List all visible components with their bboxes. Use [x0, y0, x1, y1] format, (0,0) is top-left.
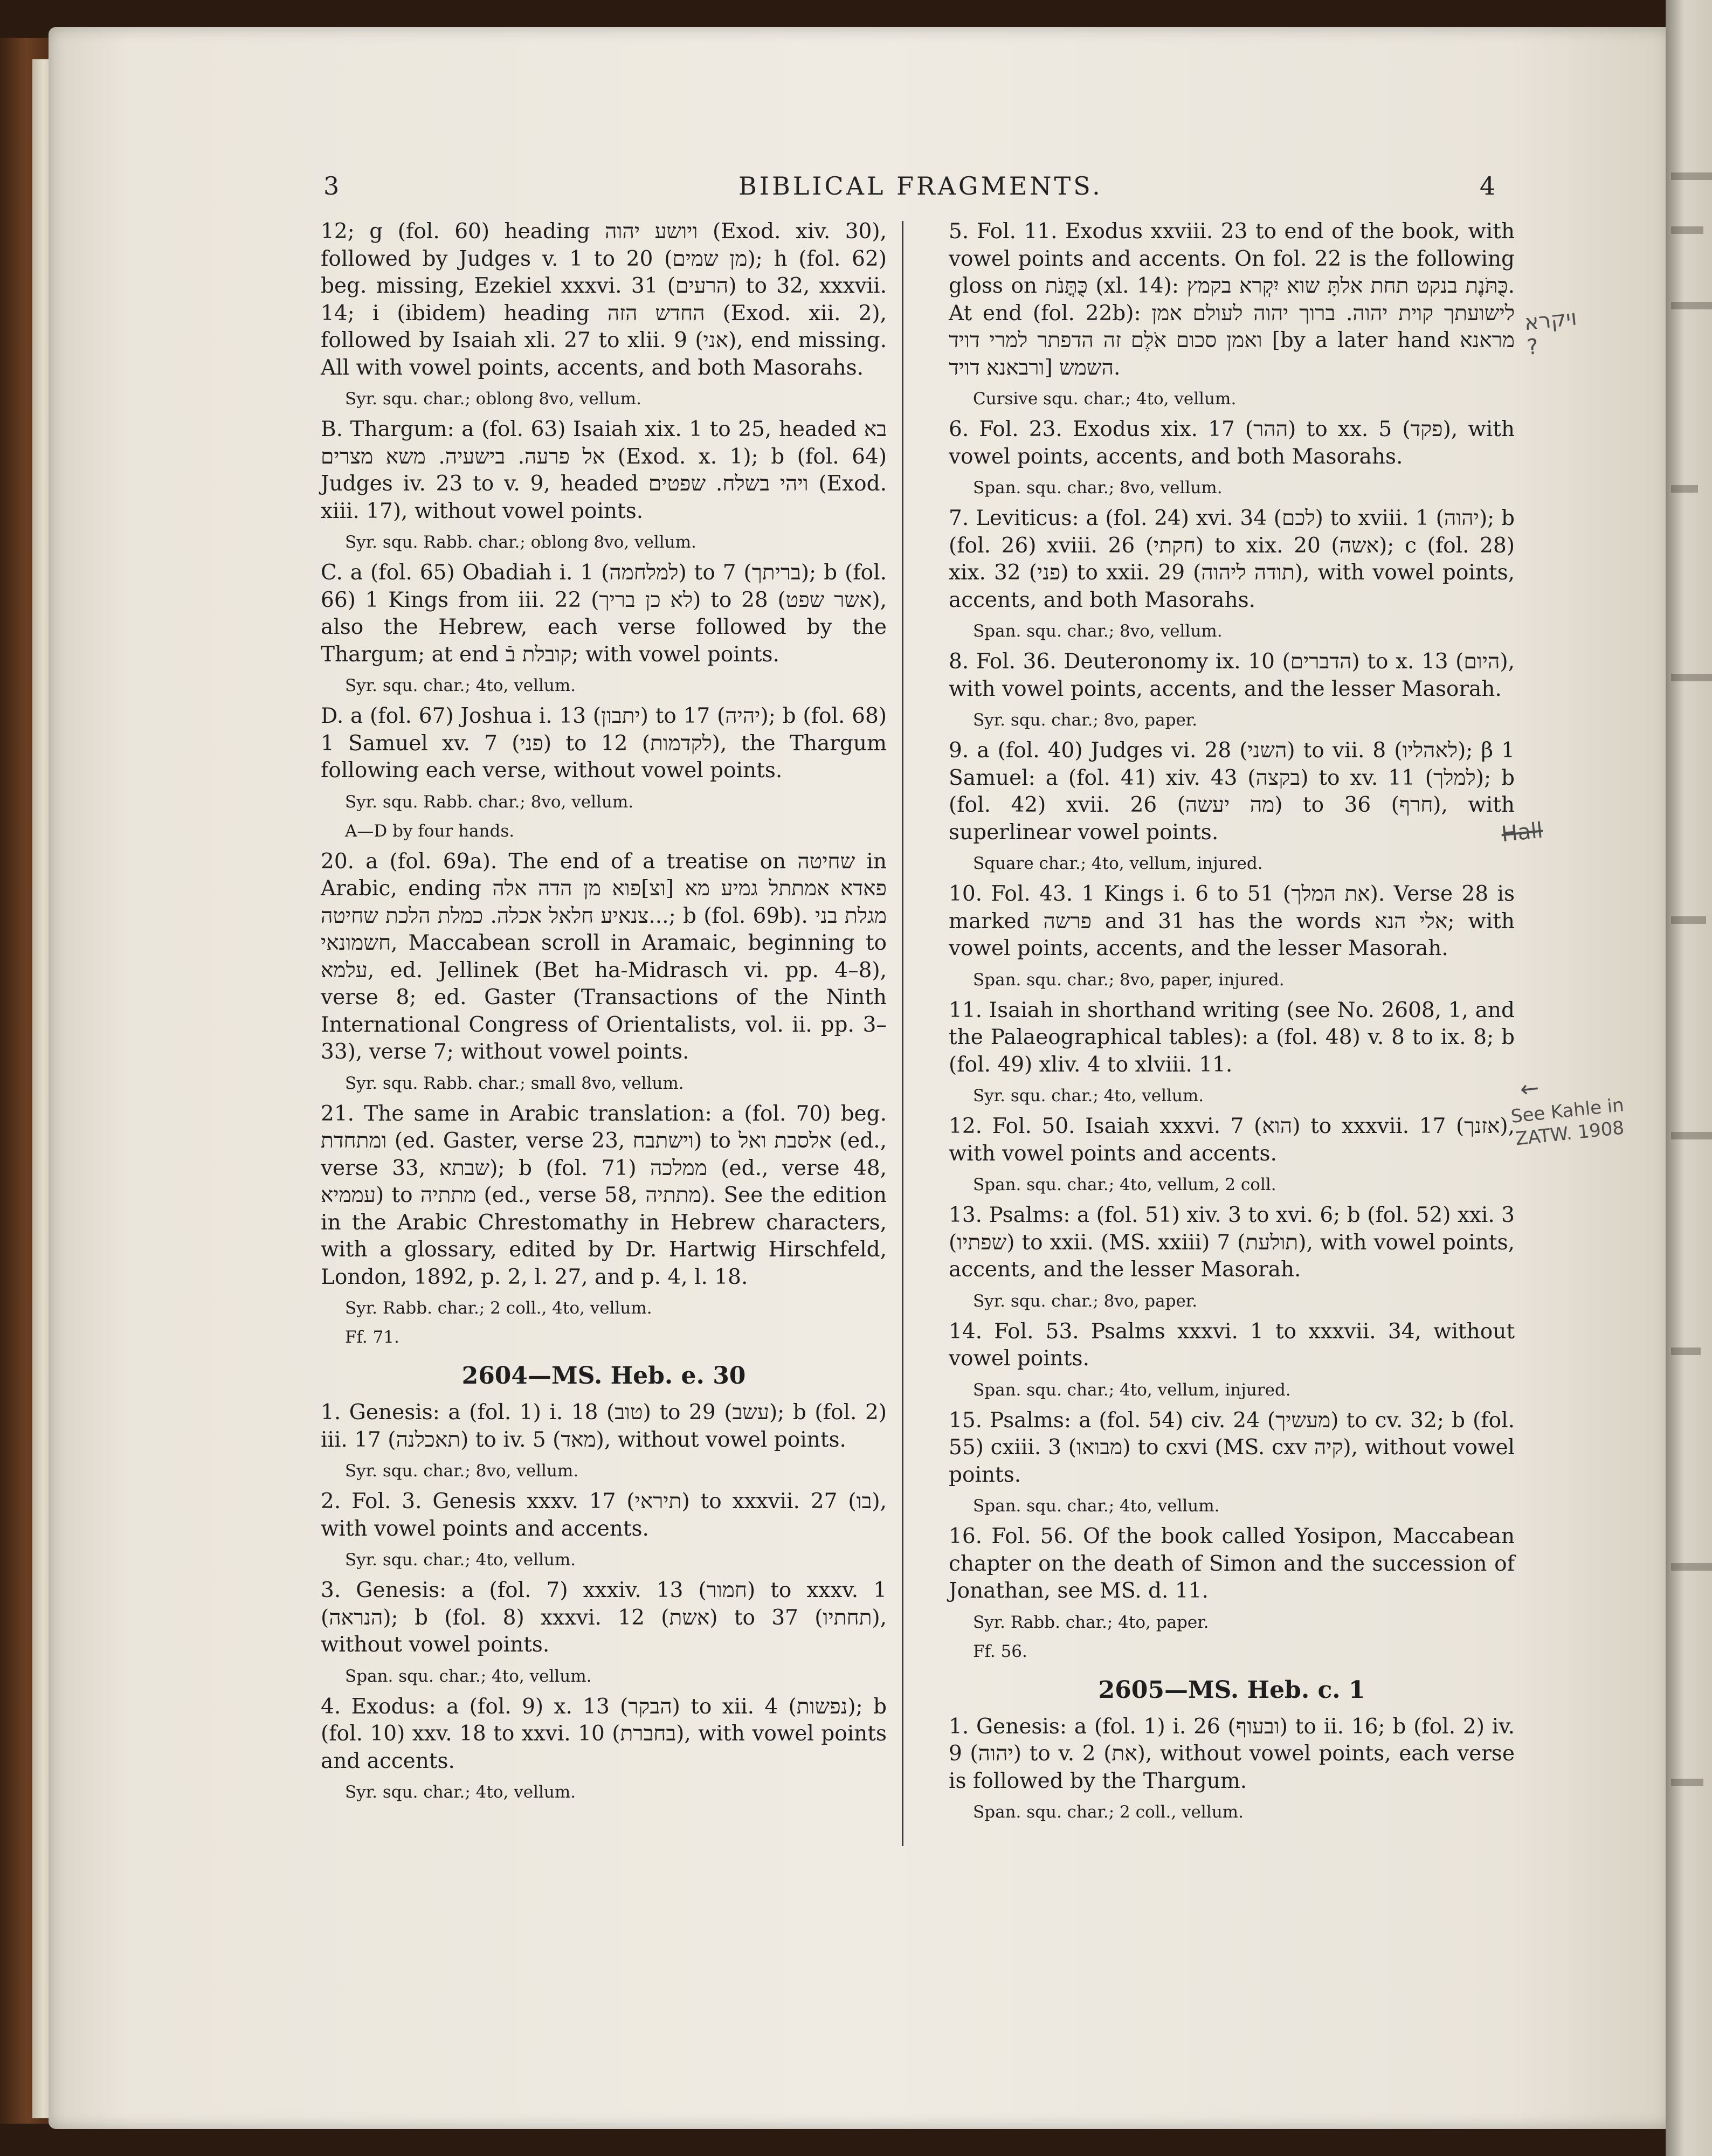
description-note: Ff. 71. [345, 1328, 399, 1347]
entry-paragraph: 1. Genesis: a (fol. 1) i. 18 (טוב) to 29 (עשב); b (fol. 2) iii. 17 (תאכלנה) to iv. 5 (מאד), without vowel points. [321, 1400, 887, 1452]
description-note: A—D by four hands. [345, 821, 515, 841]
description-note: Syr. squ. char.; 4to, vellum. [973, 1086, 1204, 1105]
entry-paragraph: 9. a (fol. 40) Judges vi. 28 (השני) to vii. 8 (לאהליו); β 1 Samuel: a (fol. 41) xiv. 43 (בקצה) to xv. 11 (למלך); b (fol. 42) xvii. 26 (מה יעשה) to 36 (חרף), with superlinear vowel points. [949, 738, 1515, 845]
description-note: Span. squ. char.; 2 coll., vellum. [973, 1802, 1244, 1822]
description-note: Syr. squ. char.; 4to, vellum. [345, 676, 576, 695]
entry-paragraph: 4. Exodus: a (fol. 9) x. 13 (הבקר) to xii. 4 (נפשות); b (fol. 10) xxv. 18 to xxvi. 10 (בחברת), with vowel points and accents. [321, 1694, 887, 1773]
entry-paragraph: 12; g (fol. 60) heading ויושע יהוה (Exod. xiv. 30), followed by Judges v. 1 to 20 (מן שמים); h (fol. 62) beg. missing, Ezekiel xxxvi. 31 (הרעים) to 32, xxxvii. 14; i (ibidem) heading החדש הזה (Exod. xii. 2), followed by Isaiah xli. 27 to xlii. 9 (אני), end missing. All with vowel points, accents, and both Masorahs. [321, 219, 887, 380]
description-note: Syr. Rabb. char.; 4to, paper. [973, 1612, 1209, 1632]
entry-paragraph: 20. a (fol. 69a). The end of a treatise on שחיטה in Arabic, ending פאדא אמתתל גמיע מא [וצ]פוא מן הדה אלה צנאיע חלאל אכלה. כמלת הלכת שחיטה...; b (fol. 69b). מגלת בני חשמונאי, Maccabean scroll in Aramaic, beginning to עלמא, ed. Jellinek (Bet ha-Midrasch vi. pp. 4–8), verse 8; ed. Gaster (Transactions of the Ninth International Congress of Orientalists, vol. ii. pp. 3–33), verse 7; without vowel points. [321, 849, 887, 1064]
description-note: Span. squ. char.; 8vo, vellum. [973, 621, 1223, 641]
entry-paragraph: 2. Fol. 3. Genesis xxxv. 17 (תיראי) to xxxvii. 27 (בו), with vowel points and accents. [321, 1489, 887, 1541]
description-note: Span. squ. char.; 4to, vellum, injured. [973, 1380, 1291, 1400]
margin-note-3: See Kahle in ZATW. 1908 [1510, 1094, 1625, 1150]
description-note: Span. squ. char.; 4to, vellum, 2 coll. [973, 1175, 1276, 1194]
description-note: Syr. squ. Rabb. char.; oblong 8vo, vellum. [345, 533, 696, 552]
section-heading: 2605—MS. Heb. c. 1 [1098, 1676, 1365, 1704]
right-column [949, 218, 1515, 1829]
description-note: Span. squ. char.; 8vo, vellum. [973, 478, 1223, 497]
entry-paragraph: 10. Fol. 43. 1 Kings i. 6 to 51 (את המלך). Verse 28 is marked פרשה and 31 has the words אלי הנא; with vowel points, accents, and the lesser Masorah. [949, 882, 1515, 960]
description-note: Syr. Rabb. char.; 2 coll., 4to, vellum. [345, 1298, 652, 1318]
entry-paragraph: D. a (fol. 67) Joshua i. 13 (יתבון) to 17 (יהיה); b (fol. 68) 1 Samuel xv. 7 (פני) to 12 (לקדמות), the Thargum following each verse, without vowel points. [321, 704, 887, 783]
margin-arrow: ← [1518, 1074, 1541, 1103]
description-note: Syr. squ. char.; 4to, vellum. [345, 1550, 576, 1570]
running-title: BIBLICAL FRAGMENTS. [738, 171, 1103, 201]
description-note: Syr. squ. char.; 8vo, paper. [973, 710, 1198, 730]
description-note: Syr. squ. char.; 8vo, vellum. [345, 1461, 579, 1481]
description-note: Span. squ. char.; 8vo, paper, injured. [973, 970, 1285, 990]
entry-paragraph: 1. Genesis: a (fol. 1) i. 26 (ובעוף) to ii. 16; b (fol. 2) iv. 9 (יהוה) to v. 2 (את), without vowel points, each verse is followed by the Thargum. [949, 1714, 1515, 1793]
entry-paragraph: 21. The same in Arabic translation: a (fol. 70) beg. ומתחדת (ed. Gaster, verse 23, וישתבח) to אלסבת ואל (ed., verse 33, שבתא); b (fol. 71) ממלכה (ed., verse 48, עממיא) to מתתיה (ed., verse 58, מתתיה). See the edition in the Arabic Chrestomathy in Hebrew characters, with a glossary, edited by Dr. Hartwig Hirschfeld, London, 1892, p. 2, l. 27, and p. 4, l. 18. [321, 1101, 887, 1289]
entry-paragraph: 11. Isaiah in shorthand writing (see No. 2608, 1, and the Palaeographical tables): a (fol. 48) v. 8 to ix. 8; b (fol. 49) xliv. 4 to xlviii. 11. [949, 998, 1515, 1077]
entry-paragraph: 7. Leviticus: a (fol. 24) xvi. 34 (לכם) to xviii. 1 (יהוה); b (fol. 26) xviii. 26 (חקתי) to xix. 20 (אשה); c (fol. 28) xix. 32 (פני) to xxii. 29 (תודה ליהוה), with vowel points, accents, and both Masorahs. [949, 506, 1515, 612]
description-note: Span. squ. char.; 4to, vellum. [973, 1496, 1220, 1516]
page-number-right: 4 [1480, 171, 1497, 201]
entry-paragraph: 15. Psalms: a (fol. 54) civ. 24 (מעשיך) to cv. 32; b (fol. 55) cxiii. 3 (מבואו) to cxvi (MS. cxv קיה), without vowel points. [949, 1408, 1515, 1487]
section-heading: 2604—MS. Heb. e. 30 [461, 1362, 746, 1390]
description-note: Syr. squ. char.; 4to, vellum. [345, 1782, 576, 1802]
entry-paragraph: 12. Fol. 50. Isaiah xxxvi. 7 (הוא) to xxxvii. 17 (אזנך), with vowel points and accents. [949, 1114, 1515, 1166]
entry-paragraph: B. Thargum: a (fol. 63) Isaiah xix. 1 to 25, headed בא אל פרעה. בישעיה. משא מצרים (Exod. x. 1); b (fol. 64) Judges iv. 23 to v. 9, headed ויהי בשלח. שפטים (Exod. xiii. 17), without vowel points. [321, 417, 887, 523]
entry-paragraph: 13. Psalms: a (fol. 51) xiv. 3 to xvi. 6; b (fol. 52) xxi. 3 (שפתיו) to xxii. (MS. xxiii) 7 (תולעת), with vowel points, accents, and the lesser Masorah. [949, 1203, 1515, 1282]
description-note: Syr. squ. Rabb. char.; small 8vo, vellum. [345, 1073, 684, 1093]
description-note: Square char.; 4to, vellum, injured. [973, 854, 1263, 873]
entry-paragraph: 5. Fol. 11. Exodus xxviii. 23 to end of the book, with vowel points and accents. On fol. 22 is the following gloss on כֻּתֳּנֹת (xl. 14): כֻּתֹּנֶת בנקט תחת אלתָּ שוא יִקְרא בקמץ. At end (fol. 22b): לישועתך קוית יהוה. ברוך יהוה לעולם אמן ואמן סכום אֹלֶם זה הדפתר למרי דויד [by a later hand מראנא ורבאנא דויד] השמש. [949, 219, 1515, 380]
description-note: Syr. squ. char.; 8vo, paper. [973, 1291, 1198, 1311]
margin-note-1: ויקרא ? [1523, 305, 1578, 361]
entry-paragraph: 8. Fol. 36. Deuteronomy ix. 10 (הדברים) to x. 13 (היום), with vowel points, accents, and the lesser Masorah. [949, 649, 1515, 701]
description-note: Syr. squ. Rabb. char.; 8vo, vellum. [345, 792, 634, 812]
description-note: Cursive squ. char.; 4to, vellum. [973, 389, 1237, 409]
entry-paragraph: 3. Genesis: a (fol. 7) xxxiv. 13 (חמור) to xxxv. 1 (הנראה); b (fol. 8) xxxvi. 12 (אשת) to 37 (תחתיו), without vowel points. [321, 1578, 887, 1657]
description-note: Syr. squ. char.; oblong 8vo, vellum. [345, 389, 641, 409]
description-note: Span. squ. char.; 4to, vellum. [345, 1666, 592, 1686]
column-divider [902, 221, 903, 1846]
adjacent-page-edge [1666, 0, 1712, 2156]
left-column [321, 218, 887, 1809]
entry-paragraph: 6. Fol. 23. Exodus xix. 17 (ההר) to xx. 5 (פקד), with vowel points, accents, and both Masorahs. [949, 417, 1515, 469]
page-number-left: 3 [323, 171, 341, 201]
entry-paragraph: C. a (fol. 65) Obadiah i. 1 (למלחמה) to 7 (בריתך); b (fol. 66) 1 Kings from iii. 22 (לא כן בריך) to 28 (אשר שפט), also the Hebrew, each verse followed by the Thargum; at end קובלת בֿ; with vowel points. [321, 561, 887, 667]
entry-paragraph: 16. Fol. 56. Of the book called Yosipon, Maccabean chapter on the death of Simon and the succession of Jonathan, see MS. d. 11. [949, 1524, 1515, 1603]
entry-paragraph: 14. Fol. 53. Psalms xxxvi. 1 to xxxvii. 34, without vowel points. [949, 1319, 1515, 1371]
margin-note-2: Hall [1500, 818, 1544, 847]
description-note: Ff. 56. [973, 1641, 1027, 1661]
